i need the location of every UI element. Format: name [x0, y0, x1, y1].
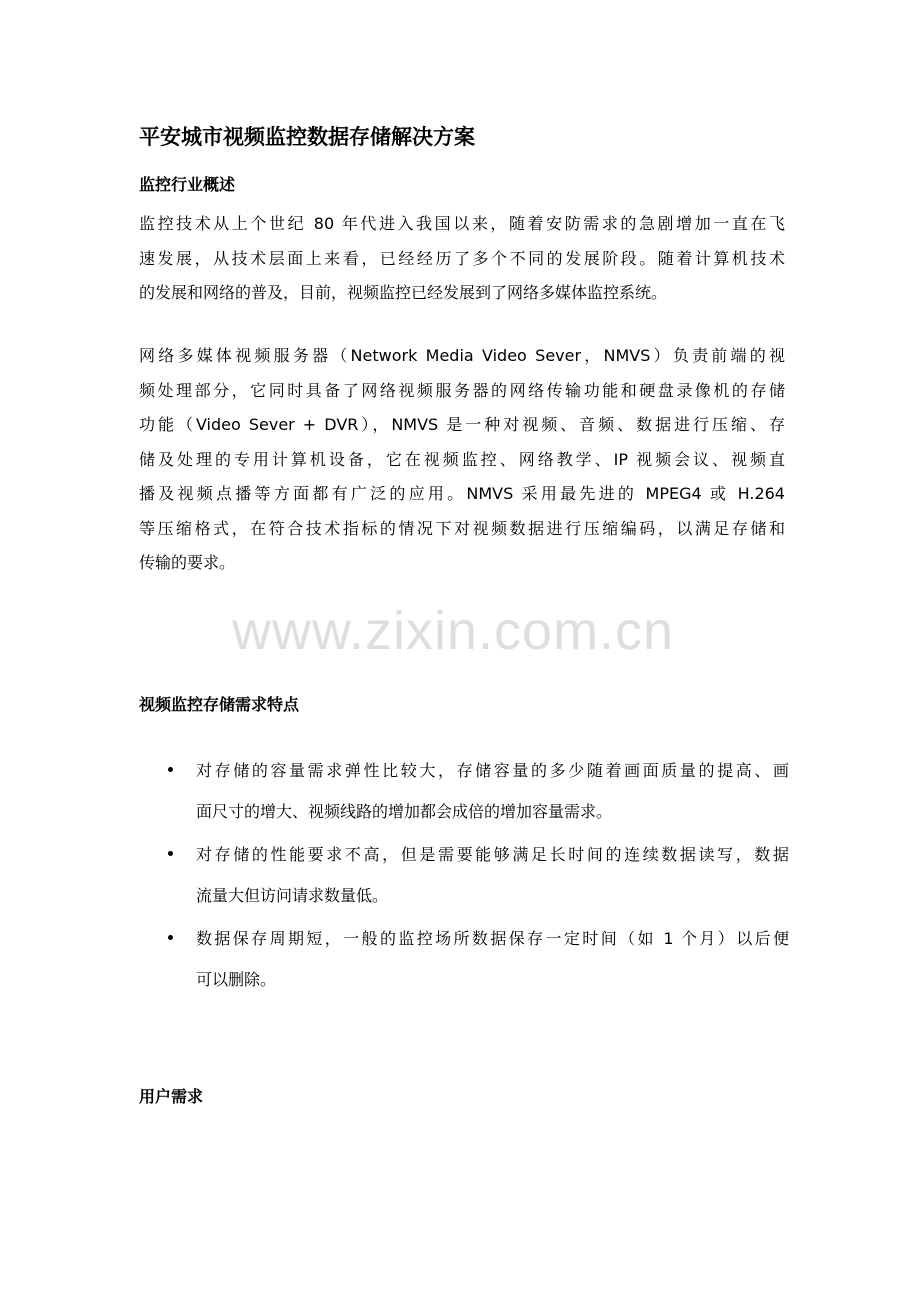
bullet-icon [168, 851, 173, 856]
section-heading-user-needs: 用户需求 [139, 1087, 204, 1106]
list-item [139, 834, 789, 916]
section-heading-storage-features: 视频监控存储需求特点 [139, 695, 300, 714]
bullet-icon [168, 935, 173, 940]
paragraph-line: 传输的要求。 [139, 553, 236, 572]
paragraph-line: 等压缩格式，在符合技术指标的情况下对视频数据进行压缩编码，以满足存储和 [139, 518, 785, 538]
paragraph-line: 频处理部分，它同时具备了网络视频服务器的网络传输功能和硬盘录像机的存储 [139, 380, 785, 400]
paragraph-line: 功能（Video Sever + DVR），NMVS 是一种对视频、音频、数据进行压缩、存 [139, 415, 785, 434]
list-item-line: 面尺寸的增大、视频线路的增加都会成倍的增加容量需求。 [196, 802, 613, 821]
paragraph-line: 监控技术从上个世纪 80 年代进入我国以来，随着安防需求的急剧增加一直在飞 [139, 214, 785, 233]
paragraph-overview-1 [139, 207, 785, 311]
list-item [139, 750, 789, 832]
paragraph-overview-2 [139, 339, 785, 581]
paragraph-line: 播及视频点播等方面都有广泛的应用。NMVS 采用最先进的 MPEG4 或 H.264 [139, 484, 785, 503]
paragraph-line: 网络多媒体视频服务器（Network Media Video Sever，NMVS）负责前端的视 [139, 346, 785, 365]
paragraph-line: 的发展和网络的普及，目前，视频监控已经发展到了网络多媒体监控系统。 [139, 283, 668, 302]
list-item-line: 对存储的性能要求不高，但是需要能够满足长时间的连续数据读写，数据 [196, 845, 789, 864]
bullet-list [139, 750, 789, 1002]
list-item [139, 918, 789, 1000]
watermark: www.zixin.com.cn [232, 601, 675, 661]
list-item-line: 可以删除。 [196, 970, 277, 989]
page-title: 平安城市视频监控数据存储解决方案 [139, 125, 475, 149]
list-item-line: 流量大但访问请求数量低。 [196, 886, 389, 905]
paragraph-line: 储及处理的专用计算机设备，它在视频监控、网络教学、IP 视频会议、视频直 [139, 449, 785, 469]
list-item-line: 对存储的容量需求弹性比较大，存储容量的多少随着画面质量的提高、画 [196, 761, 789, 780]
list-item-line: 数据保存周期短，一般的监控场所数据保存一定时间（如 1 个月）以后便 [196, 929, 789, 948]
bullet-icon [168, 767, 173, 772]
section-heading-overview: 监控行业概述 [139, 175, 236, 194]
paragraph-line: 速发展，从技术层面上来看，已经经历了多个不同的发展阶段。随着计算机技术 [139, 248, 785, 268]
